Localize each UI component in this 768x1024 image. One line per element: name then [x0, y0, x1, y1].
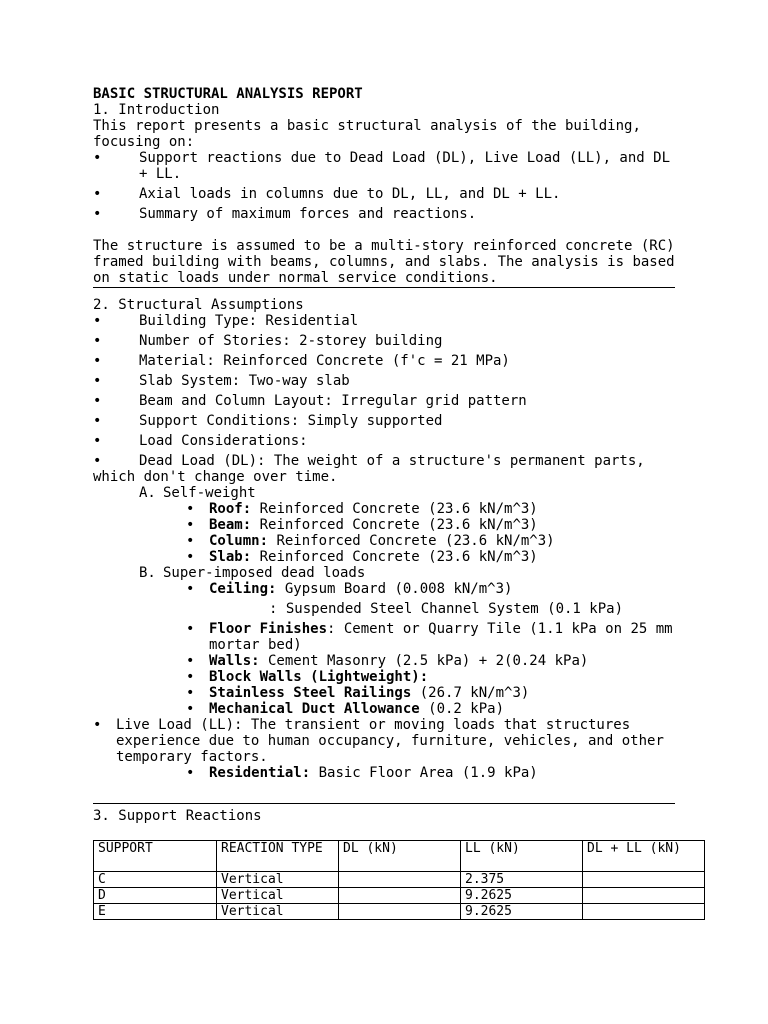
item-text: Reinforced Concrete (23.6 kN/m^3) — [251, 517, 538, 533]
report-body — [93, 86, 693, 824]
bullet-glyph: • — [93, 333, 102, 349]
table-header-cell: REACTION TYPE — [217, 841, 339, 872]
intro-paragraph: The structure is assumed to be a multi-story reinforced concrete (RC) framed building with beams, columns, and slabs. The analysis is based on static loads under normal service conditions. — [93, 238, 675, 286]
bullet-text: Slab System: Two-way slab — [139, 373, 350, 389]
bullet-glyph: • — [186, 533, 195, 549]
table-header-cell: LL (kN) — [461, 841, 583, 872]
live-load-item — [186, 765, 693, 781]
superimposed-heading — [139, 565, 693, 581]
table-cell — [583, 888, 705, 904]
item-label: Mechanical Duct Allowance — [209, 701, 420, 717]
live-load-text: Live Load (LL): The transient or moving loads that structures experience due to human occupancy, furniture, vehicles, and other temporary factors. — [116, 717, 664, 765]
item-text: Basic Floor Area (1.9 kPa) — [310, 765, 538, 781]
self-weight-title: Self-weight — [163, 485, 256, 501]
list-label: B. — [139, 565, 156, 581]
superimposed-item — [186, 653, 693, 669]
bullet-glyph: • — [93, 186, 102, 202]
item-text: : Cement or Quarry Tile (1.1 kPa on 25 mm mortar bed) — [209, 621, 673, 653]
intro-bullet — [93, 150, 693, 182]
table-cell — [339, 872, 461, 888]
bullet-glyph: • — [186, 669, 195, 685]
item-text: Gypsum Board (0.008 kN/m^3) — [276, 581, 513, 597]
table-cell: D — [94, 888, 217, 904]
table-header-cell: DL + LL (kN) — [583, 841, 705, 872]
assumption-bullet — [93, 353, 693, 369]
bullet-glyph: • — [186, 685, 195, 701]
bullet-glyph: • — [93, 313, 102, 329]
table-cell: Vertical — [217, 888, 339, 904]
table-row — [94, 888, 705, 904]
item-text: Reinforced Concrete (23.6 kN/m^3) — [251, 549, 538, 565]
table-cell — [583, 872, 705, 888]
item-text: Reinforced Concrete (23.6 kN/m^3) — [268, 533, 555, 549]
self-weight-item — [186, 549, 693, 565]
item-label: Floor Finishes — [209, 621, 328, 637]
section-divider — [93, 803, 675, 804]
item-label: Column: — [209, 533, 269, 549]
table-header-row — [94, 841, 705, 872]
item-label: Slab: — [209, 549, 252, 565]
assumptions-heading: 2. Structural Assumptions — [93, 297, 304, 313]
bullet-text: Material: Reinforced Concrete (f'c = 21 MPa) — [139, 353, 510, 369]
bullet-glyph: • — [93, 373, 102, 389]
intro-lead: This report presents a basic structural analysis of the building, focusing on: — [93, 118, 641, 150]
bullet-text: Summary of maximum forces and reactions. — [139, 206, 477, 222]
table-cell: Vertical — [217, 872, 339, 888]
superimposed-item — [186, 685, 693, 701]
table-row — [94, 904, 705, 920]
bullet-glyph: • — [186, 765, 195, 781]
item-label: Block Walls (Lightweight): — [209, 669, 429, 685]
bullet-glyph: • — [93, 433, 102, 449]
intro-bullet — [93, 206, 693, 222]
assumption-bullet — [93, 413, 693, 429]
item-label: Roof: — [209, 501, 252, 517]
self-weight-item — [186, 501, 693, 517]
reactions-heading: 3. Support Reactions — [93, 808, 262, 824]
self-weight-item — [186, 533, 693, 549]
item-text: Reinforced Concrete (23.6 kN/m^3) — [251, 501, 538, 517]
bullet-glyph: • — [93, 206, 102, 222]
table-cell: 2.375 — [461, 872, 583, 888]
item-text: (26.7 kN/m^3) — [411, 685, 530, 701]
superimposed-item — [186, 669, 693, 685]
item-label: Walls: — [209, 653, 260, 669]
dead-load-paragraph — [93, 453, 675, 485]
bullet-text: Beam and Column Layout: Irregular grid pattern — [139, 393, 527, 409]
item-text: (0.2 kPa) — [419, 701, 505, 717]
bullet-glyph: • — [186, 581, 195, 597]
table-cell: 9.2625 — [461, 904, 583, 920]
bullet-glyph: • — [186, 701, 195, 717]
live-load-bullet — [93, 717, 693, 765]
assumption-bullet — [93, 393, 693, 409]
bullet-text: Support Conditions: Simply supported — [139, 413, 443, 429]
superimposed-title: Super-imposed dead loads — [163, 565, 366, 581]
ceiling-continuation: : Suspended Steel Channel System (0.1 kPa) — [269, 601, 624, 617]
table-cell: 9.2625 — [461, 888, 583, 904]
self-weight-heading — [139, 485, 693, 501]
item-label: Beam: — [209, 517, 252, 533]
superimposed-item — [186, 701, 693, 717]
support-reactions-table — [93, 840, 705, 920]
bullet-glyph: • — [93, 453, 102, 469]
bullet-glyph: • — [186, 501, 195, 517]
table-cell — [339, 888, 461, 904]
assumption-bullet — [93, 313, 693, 329]
report-title: BASIC STRUCTURAL ANALYSIS REPORT — [93, 86, 363, 102]
bullet-text: Axial loads in columns due to DL, LL, and DL + LL. — [139, 186, 561, 202]
intro-heading: 1. Introduction — [93, 102, 220, 118]
table-header-cell: SUPPORT — [94, 841, 217, 872]
intro-bullet — [93, 186, 693, 202]
bullet-glyph: • — [93, 150, 102, 166]
table-header-cell: DL (kN) — [339, 841, 461, 872]
dead-load-text: Dead Load (DL): The weight of a structure's permanent parts, which don't change over time. — [93, 453, 645, 485]
bullet-glyph: • — [93, 353, 102, 369]
self-weight-item — [186, 517, 693, 533]
superimposed-item — [186, 621, 693, 653]
bullet-glyph: • — [186, 653, 195, 669]
bullet-text: Support reactions due to Dead Load (DL), Live Load (LL), and DL + LL. — [139, 150, 671, 182]
item-label: Ceiling: — [209, 581, 277, 597]
assumption-bullet — [93, 433, 693, 449]
bullet-glyph: • — [186, 621, 195, 637]
bullet-glyph: • — [93, 717, 102, 733]
assumption-bullet — [93, 373, 693, 389]
table-cell: C — [94, 872, 217, 888]
bullet-glyph: • — [93, 393, 102, 409]
table-cell — [339, 904, 461, 920]
assumption-bullet — [93, 333, 693, 349]
item-text: Cement Masonry (2.5 kPa) + 2(0.24 kPa) — [259, 653, 589, 669]
table-cell: E — [94, 904, 217, 920]
bullet-glyph: • — [186, 517, 195, 533]
table-cell: Vertical — [217, 904, 339, 920]
bullet-glyph: • — [186, 549, 195, 565]
list-label: A. — [139, 485, 156, 501]
table-row — [94, 872, 705, 888]
item-label: Residential: — [209, 765, 311, 781]
section-divider — [93, 287, 675, 288]
item-label: Stainless Steel Railings — [209, 685, 412, 701]
bullet-text: Load Considerations: — [139, 433, 308, 449]
table-cell — [583, 904, 705, 920]
bullet-glyph: • — [93, 413, 102, 429]
superimposed-item — [186, 581, 693, 597]
bullet-text: Number of Stories: 2-storey building — [139, 333, 443, 349]
bullet-text: Building Type: Residential — [139, 313, 359, 329]
